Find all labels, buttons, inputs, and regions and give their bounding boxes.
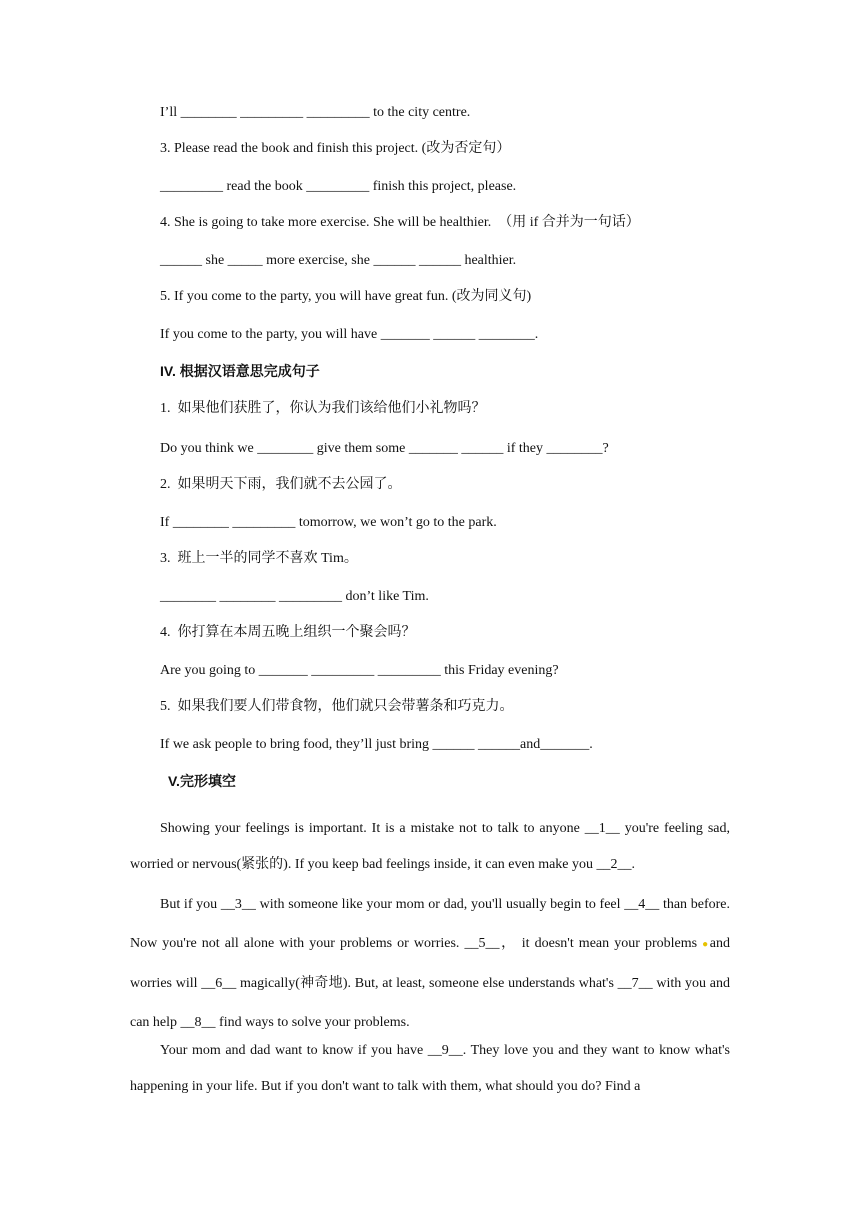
exercise-line: 3. 班上一半的同学不喜欢 Tim。 (160, 551, 358, 566)
paragraph-text: Your mom and dad want to know if you have (160, 1043, 428, 1058)
paragraph-text: with someone like your mom or dad, you'll usually begin to feel (255, 897, 625, 912)
cloze-blank: __3__ (220, 897, 256, 912)
exercise-line: 4. 你打算在本周五晚上组织一个聚会吗？ (160, 625, 416, 640)
cloze-paragraph (130, 885, 730, 1042)
cloze-blank: __9__ (427, 1043, 463, 1058)
exercise-line: 5. 如果我们要人们带食物，他们就只会带薯条和巧克力。 (160, 699, 514, 714)
exercise-line: If you come to the party, you will have _______ ______ ________. (160, 327, 539, 342)
cloze-paragraph (130, 811, 730, 883)
exercise-line: If we ask people to bring food, they’ll just bring ______ ______and_______. (160, 737, 593, 752)
cloze-blank: __8__ (180, 1015, 216, 1030)
section-heading: IV. 根据汉语意思完成句子 (160, 363, 320, 379)
bullet-dot-icon: ● (702, 939, 710, 950)
exercise-line: 1. 如果他们获胜了，你认为我们该给他们小礼物吗？ (160, 401, 486, 416)
cloze-paragraph (130, 1033, 730, 1105)
exercise-line: If ________ _________ tomorrow, we won’t go to the park. (160, 515, 497, 530)
exercise-line: Do you think we ________ give them some _______ ______ if they ________? (160, 441, 609, 456)
paragraph-text: But if you (160, 897, 221, 912)
cloze-blank: __1__ (584, 821, 620, 836)
paragraph-text: ， it doesn't mean your problems (499, 936, 703, 951)
paragraph-text: than before. Now you're not all alone with your problems or worries. (130, 897, 731, 951)
paragraph-text: and worries will (130, 936, 731, 991)
paragraph-text: Showing your feelings is important. It is a mistake not to talk to anyone (160, 821, 585, 836)
paragraph-text: with you and can help (130, 976, 731, 1030)
paragraph-text: magically(神奇地). But, at least, someone else understands what's (236, 976, 618, 991)
paragraph-text: . They love you and they want to know what's happening in your life. But if you don't want to talk with them, what should you do? Find a (130, 1043, 730, 1094)
paragraph-text: find ways to solve your problems. (215, 1015, 410, 1030)
cloze-blank: __6__ (201, 976, 237, 991)
exercise-line: ________ ________ _________ don’t like Tim. (160, 589, 429, 604)
paragraph-text: you're feeling sad, worried or nervous(紧张的). If you keep bad feelings inside, it can even make you (130, 821, 730, 872)
exercise-line: ______ she _____ more exercise, she ______ ______ healthier. (160, 253, 517, 268)
cloze-blank: __5__ (464, 936, 500, 951)
exercise-line: 3. Please read the book and finish this project. (改为否定句） (160, 141, 511, 156)
exercise-line: 5. If you come to the party, you will have great fun. (改为同义句) (160, 289, 532, 304)
section-heading: V.完形填空 (168, 773, 236, 789)
cloze-blank: __7__ (617, 976, 653, 991)
exercise-line: 4. She is going to take more exercise. She will be healthier. （用 if 合并为一句话） (160, 215, 640, 230)
exercise-line: 2. 如果明天下雨，我们就不去公园了。 (160, 477, 402, 492)
exercise-line: _________ read the book _________ finish this project, please. (160, 179, 517, 194)
exercise-line: Are you going to _______ _________ _________ this Friday evening? (160, 663, 559, 678)
cloze-blank: __2__ (596, 857, 632, 872)
cloze-blank: __4__ (624, 897, 660, 912)
exercise-line: I’ll ________ _________ _________ to the city centre. (160, 105, 471, 120)
paragraph-text: . (631, 857, 636, 872)
